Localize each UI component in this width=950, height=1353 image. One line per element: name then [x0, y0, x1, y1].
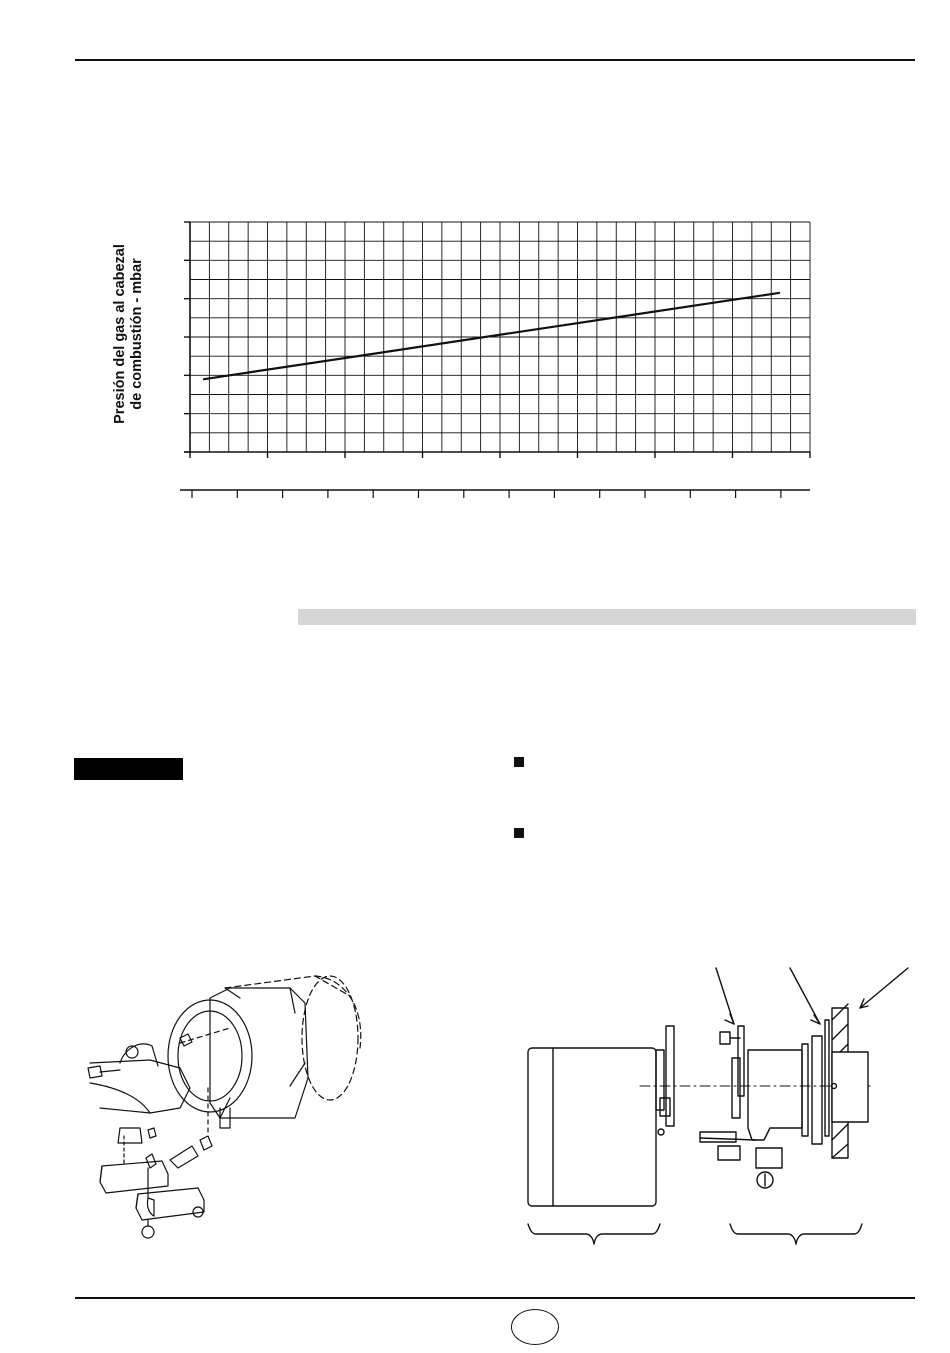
burner-mounting-diagram [520, 968, 920, 1258]
footer-rule [75, 1297, 915, 1299]
square-bullet-icon [514, 828, 524, 838]
chart-y-axis-label-line-2: de combustión - mbar [129, 258, 145, 410]
gas-pressure-chart [0, 0, 950, 560]
series-line [204, 293, 779, 379]
section-title-band [298, 609, 916, 625]
head-flange-assembly-illustration [80, 968, 380, 1278]
section-tab [74, 758, 183, 780]
page-number-oval-icon [511, 1309, 559, 1345]
square-bullet-icon [514, 757, 524, 767]
chart-y-axis-label-line-1: Presión del gas al cabezal [112, 244, 128, 424]
